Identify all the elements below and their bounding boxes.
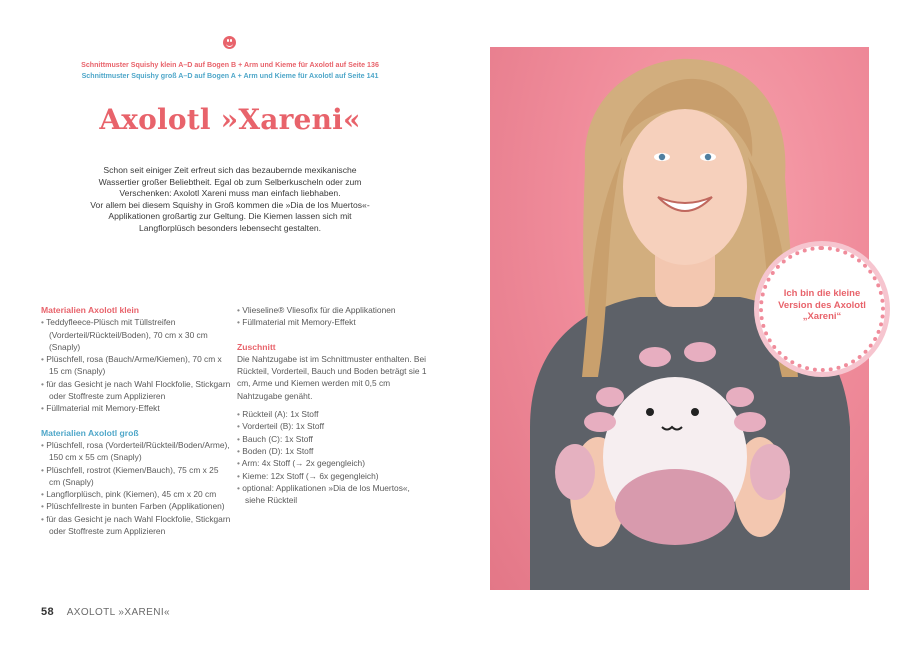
list-item: • Plüschfell, rostrot (Kiemen/Bauch), 75 cm x 25 cm (Snaply) [41, 464, 231, 489]
list-item: • Boden (D): 1x Stoff [237, 445, 427, 457]
list-item: • Füllmaterial mit Memory-Effekt [41, 402, 231, 414]
list-item: • Plüschfell, rosa (Bauch/Arme/Kiemen), 70 cm x 15 cm (Snaply) [41, 353, 231, 378]
list-item: • Plüschfell, rosa (Vorderteil/Rückteil/Boden/Arme), 150 cm x 55 cm (Snaply) [41, 439, 231, 464]
list-item: • Plüschfellreste in bunten Farben (Applikationen) [41, 500, 231, 512]
materials-small-heading: Materialien Axolotl klein [41, 305, 140, 315]
materials-large-heading: Materialien Axolotl groß [41, 427, 139, 438]
running-title: AXOLOTL »XARENI« [66, 607, 170, 618]
intro-line: Schon seit einiger Zeit erfreut sich das bezaubernde mexikanische [103, 165, 357, 175]
page-title: Axolotl »Xareni« [99, 103, 361, 136]
intro-line: Verschenken: Axolotl Xareni muss man einfach liebhaben. [119, 188, 341, 199]
materials-column [41, 304, 231, 537]
intro-line: Applikationen großartig zur Geltung. Die Kiemen lassen sich mit [108, 211, 352, 222]
list-item: • Langflorplüsch, pink (Kiemen), 45 cm x 20 cm [41, 488, 231, 500]
list-item: • Arm: 4x Stoff (→ 2x gegengleich) [237, 457, 427, 469]
intro-paragraph [62, 165, 398, 235]
list-item: • für das Gesicht je nach Wahl Flockfolie, Stickgarn oder Stoffreste zum Applizieren [41, 378, 231, 403]
page-number: 58 [41, 606, 55, 618]
list-item: • optional: Applikationen »Dia de los Muertos«, siehe Rückteil [237, 482, 427, 507]
intro-line: Wassertier großer Beliebtheit. Egal ob zum Selberkuscheln oder zum [98, 176, 362, 187]
intro-line: Langflorplüsch besonders lebensecht gestalten. [138, 222, 322, 233]
cutting-text: Die Nahtzugabe ist im Schnittmuster enthalten. Bei Rückteil, Vorderteil, Bauch und Boden beträgt sie 1 cm, Arme und Kiemen werden mit 0,5 cm Nahtzugabe genäht. [237, 353, 427, 401]
cutting-heading: Zuschnitt [237, 341, 276, 352]
list-item: • Rückteil (A): 1x Stoff [237, 408, 427, 420]
list-item: • Kieme: 12x Stoff (→ 6x gegengleich) [237, 470, 427, 482]
pattern-reference-small: Schnittmuster Squishy klein A–D auf Bogen B + Arm und Kieme für Axolotl auf Seite 136 [81, 61, 379, 69]
cutting-column [237, 304, 427, 506]
list-item: • Vlieseline® Vliesofix für die Applikationen [237, 304, 427, 316]
list-item: • Bauch (C): 1x Stoff [237, 433, 427, 445]
pattern-reference-large: Schnittmuster Squishy groß A–D auf Bogen A + Arm und Kieme für Axolotl auf Seite 141 [81, 72, 379, 80]
smiley-icon [223, 36, 236, 49]
list-item: • Teddyfleece-Plüsch mit Tüllstreifen (Vorderteil/Rückteil/Boden), 70 cm x 30 cm (Snaply) [41, 316, 231, 353]
speech-badge [759, 246, 885, 372]
list-item: • für das Gesicht je nach Wahl Flockfolie, Stickgarn oder Stoffreste zum Applizieren [41, 513, 231, 538]
badge-text: Ich bin die kleine Version des Axolotl „Xareni“ [778, 288, 866, 322]
page-footer [41, 606, 170, 618]
intro-line: Vor allem bei diesem Squishy in Groß kommen die »Dia de los Muertos«- [90, 199, 370, 210]
list-item: • Füllmaterial mit Memory-Effekt [237, 316, 427, 328]
list-item: • Vorderteil (B): 1x Stoff [237, 420, 427, 432]
